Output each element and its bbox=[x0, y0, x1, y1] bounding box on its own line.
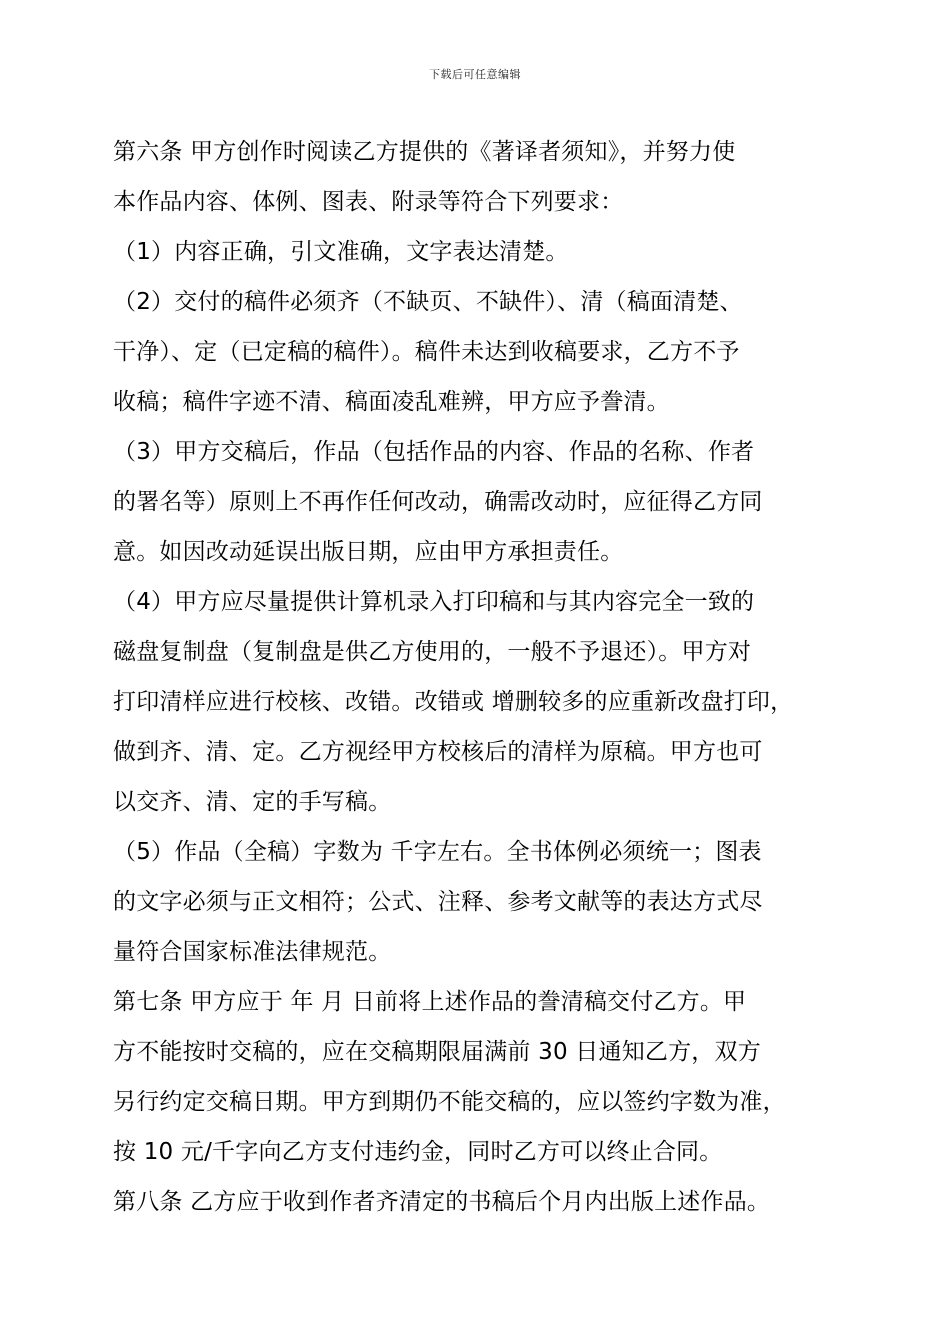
text-line: 按 10 元/千字向乙方支付违约金，同时乙方可以终止合同。 bbox=[113, 1139, 723, 1165]
text-line: （4）甲方应尽量提供计算机录入打印稿和与其内容完全一致的 bbox=[113, 589, 755, 615]
text-line: （5）作品（全稿）字数为 千字左右。全书体例必须统一；图表 bbox=[113, 839, 762, 865]
text-line: （2）交付的稿件必须齐（不缺页、不缺件）、清（稿面清楚、 bbox=[113, 289, 743, 315]
text-line: 意。如因改动延误出版日期，应由甲方承担责任。 bbox=[113, 539, 624, 565]
text-line: 做到齐、清、定。乙方视经甲方校核后的清样为原稿。甲方也可 bbox=[113, 739, 763, 765]
text-line: 第六条 甲方创作时阅读乙方提供的《著译者须知》，并努力使 bbox=[113, 139, 736, 165]
text-line: 的署名等）原则上不再作任何改动，确需改动时，应征得乙方同 bbox=[113, 489, 763, 515]
text-line: 另行约定交稿日期。甲方到期仍不能交稿的，应以签约字数为准， bbox=[113, 1089, 786, 1115]
text-line: 收稿；稿件字迹不清、稿面凌乱难辨，甲方应予誊清。 bbox=[113, 389, 670, 415]
text-line: 以交齐、清、定的手写稿。 bbox=[113, 789, 392, 815]
text-line: 磁盘复制盘（复制盘是供乙方使用的，一般不予退还）。甲方对 bbox=[113, 639, 752, 665]
header-note: 下载后可任意编辑 bbox=[429, 68, 521, 81]
text-line: 第七条 甲方应于 年 月 日前将上述作品的誊清稿交付乙方。甲 bbox=[113, 989, 747, 1015]
text-line: 量符合国家标准法律规范。 bbox=[113, 939, 392, 965]
text-line: 干净）、定（已定稿的稿件）。稿件未达到收稿要求，乙方不予 bbox=[113, 339, 740, 365]
text-line: 方不能按时交稿的，应在交稿期限届满前 30 日通知乙方，双方 bbox=[113, 1039, 761, 1065]
text-line: 打印清样应进行校核、改错。改错或 增删较多的应重新改盘打印， bbox=[113, 689, 794, 715]
text-line: 本作品内容、体例、图表、附录等符合下列要求： bbox=[113, 189, 624, 215]
text-line: 的文字必须与正文相符；公式、注释、参考文献等的表达方式尽 bbox=[113, 889, 763, 915]
text-line: （3）甲方交稿后，作品（包括作品的内容、作品的名称、作者 bbox=[113, 439, 755, 465]
contract-body bbox=[113, 127, 853, 1227]
text-line: （1）内容正确，引文准确，文字表达清楚。 bbox=[113, 239, 569, 265]
text-line: 第八条 乙方应于收到作者齐清定的书稿后个月内出版上述作品。 bbox=[113, 1189, 771, 1215]
